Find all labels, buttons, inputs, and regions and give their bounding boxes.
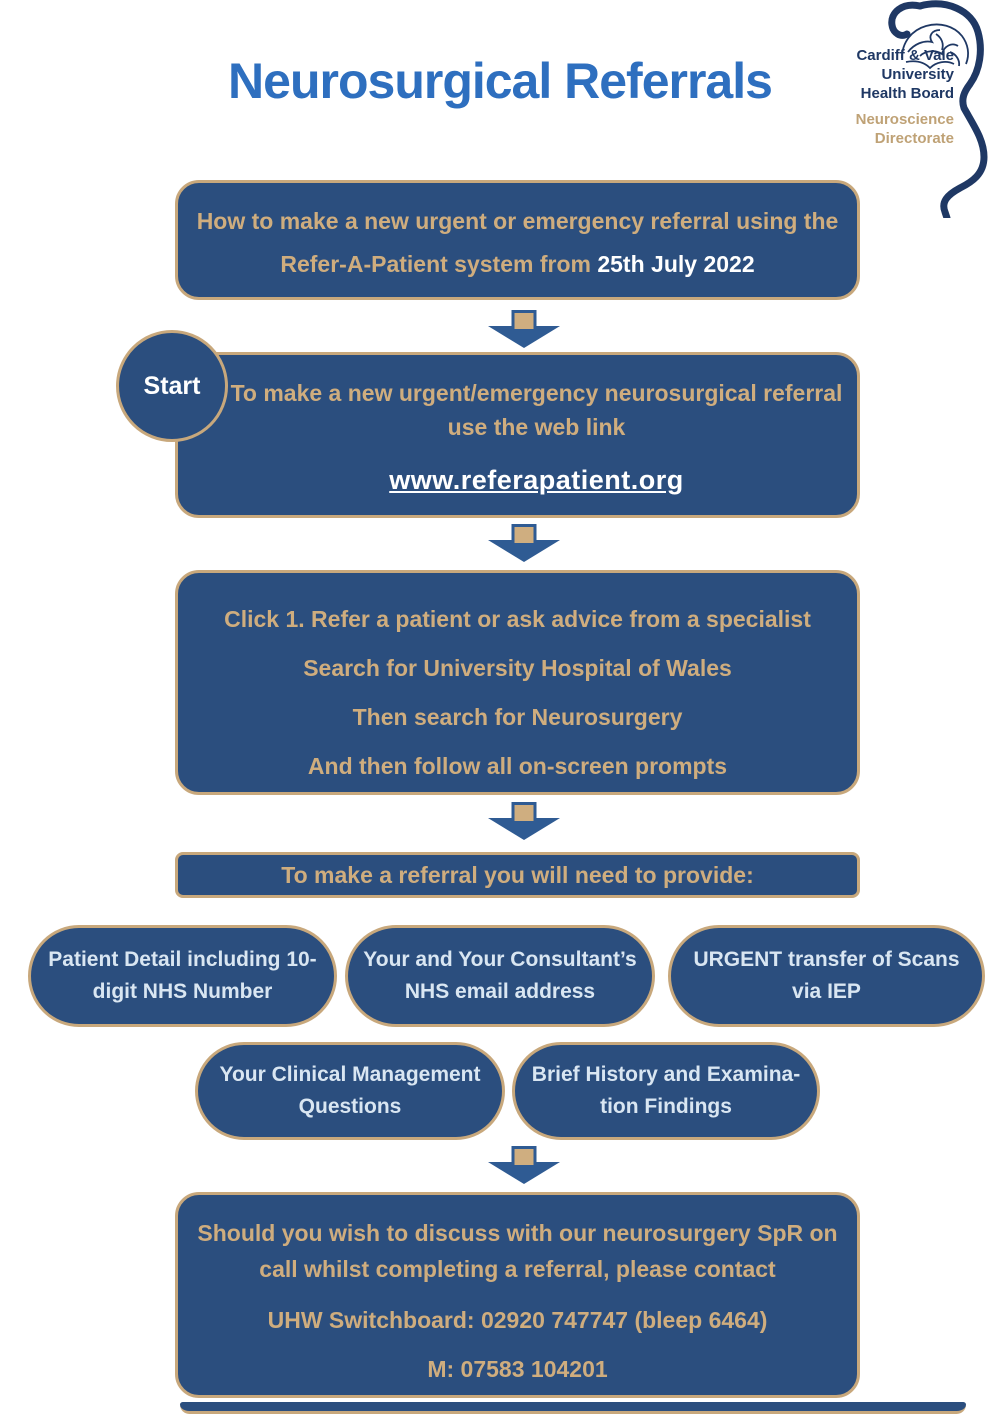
contact-box xyxy=(175,1192,860,1398)
intro-box xyxy=(175,180,860,300)
requirement-pill-nhs-email: Your and Your Consultant’s NHS email address xyxy=(345,925,655,1027)
steps-box xyxy=(175,570,860,795)
step-line: Then search for Neurosurgery xyxy=(352,704,683,730)
refer-a-patient-link[interactable]: www.referapatient.org xyxy=(389,465,684,495)
health-board-logo xyxy=(832,0,1000,218)
clipped-next-box xyxy=(180,1402,966,1414)
weblink-line-1: To make a new urgent/emergency neurosurgical referral xyxy=(230,380,843,406)
requirement-pill-clinical-questions: Your Clinical Management Questions xyxy=(195,1042,505,1140)
weblink-line-2: use the web link xyxy=(447,414,626,440)
down-arrow-icon xyxy=(488,524,560,562)
go-live-date: 25th July 2022 xyxy=(597,251,755,277)
intro-line-1: How to make a new urgent or emergency referral using the xyxy=(196,208,839,234)
requirement-pill-history-findings: Brief History and Examina- tion Findings xyxy=(512,1042,820,1140)
down-arrow-icon xyxy=(488,1146,560,1184)
step-line: And then follow all on-screen prompts xyxy=(307,753,728,779)
down-arrow-icon xyxy=(488,802,560,840)
requirement-pill-patient-detail: Patient Detail including 10- digit NHS Number xyxy=(28,925,337,1027)
step-line: Click 1. Refer a patient or ask advice from a specialist xyxy=(224,606,811,632)
weblink-box xyxy=(175,352,860,518)
intro-line-2: Refer-A-Patient system from 25th July 2022 xyxy=(280,251,755,277)
provide-header-bar: To make a referral you will need to provide: xyxy=(175,852,860,898)
logo-org-name: Cardiff & Vale University Health Board xyxy=(856,47,954,102)
contact-line: Should you wish to discuss with our neurosurgery SpR on xyxy=(197,1220,838,1246)
page-title: Neurosurgical Referrals xyxy=(228,53,772,109)
contact-mobile-number: M: 07583 104201 xyxy=(427,1356,608,1382)
logo-directorate-name: Neuroscience Directorate xyxy=(855,111,954,147)
requirement-pill-scan-transfer: URGENT transfer of Scans via IEP xyxy=(668,925,985,1027)
start-node: Start xyxy=(116,330,228,442)
down-arrow-icon xyxy=(488,310,560,348)
contact-switchboard-number: UHW Switchboard: 02920 747747 (bleep 6464) xyxy=(267,1307,768,1333)
step-line: Search for University Hospital of Wales xyxy=(303,655,732,681)
contact-line: call whilst completing a referral, please contact xyxy=(259,1256,776,1282)
